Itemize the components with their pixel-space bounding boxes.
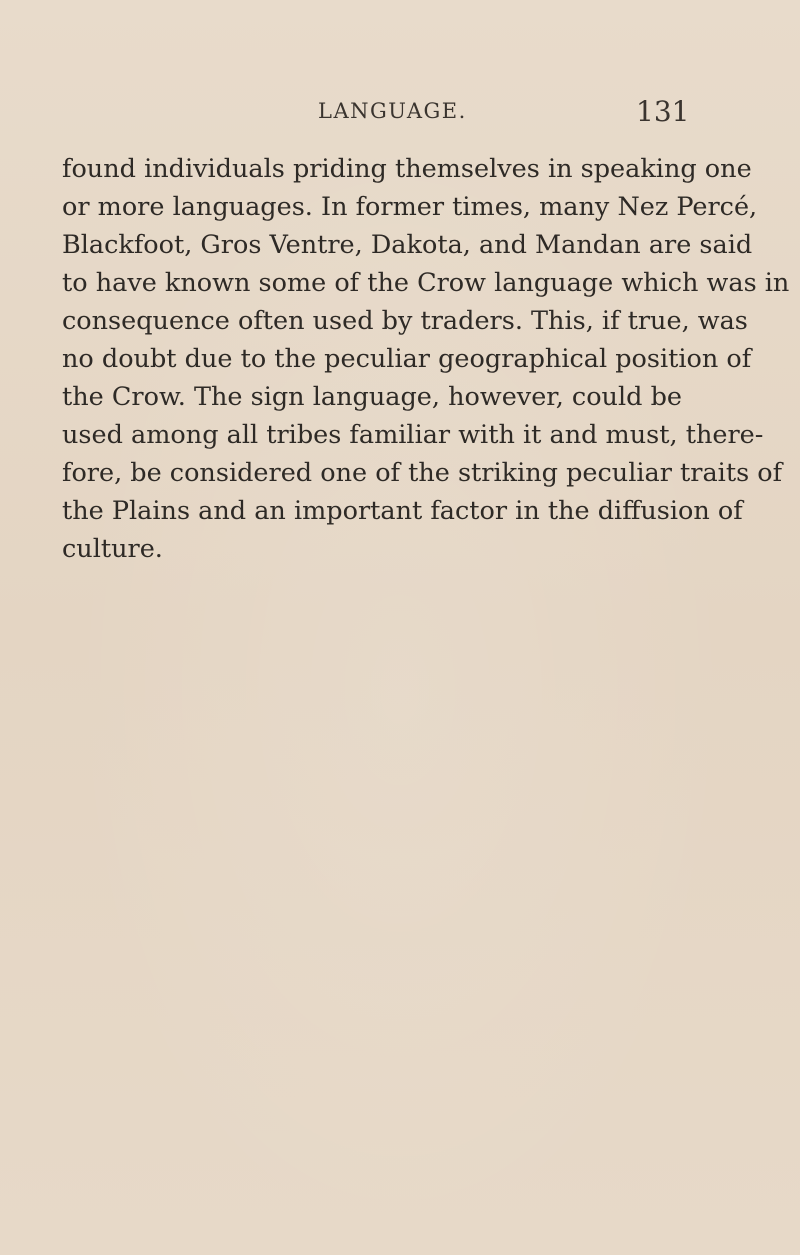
text-line: fore, be considered one of the striking peculiar traits of — [62, 458, 783, 488]
body-paragraph — [62, 150, 790, 568]
text-line: the Plains and an important factor in the diffusion of — [62, 496, 743, 526]
text-line: used among all tribes familiar with it and must, there- — [62, 420, 764, 450]
page-header — [0, 95, 800, 135]
text-line: culture. — [62, 534, 163, 564]
page-number: 131 — [636, 95, 690, 128]
text-line: no doubt due to the peculiar geographical position of — [62, 344, 752, 374]
running-head: LANGUAGE. — [318, 99, 467, 123]
text-line: or more languages. In former times, many Nez Percé, — [62, 192, 758, 222]
text-line: the Crow. The sign language, however, could be — [62, 382, 682, 412]
text-line: to have known some of the Crow language which was in — [62, 268, 790, 298]
text-line: Blackfoot, Gros Ventre, Dakota, and Mandan are said — [62, 230, 753, 260]
text-line: found individuals priding themselves in speaking one — [62, 154, 752, 184]
text-line: consequence often used by traders. This, if true, was — [62, 306, 748, 336]
